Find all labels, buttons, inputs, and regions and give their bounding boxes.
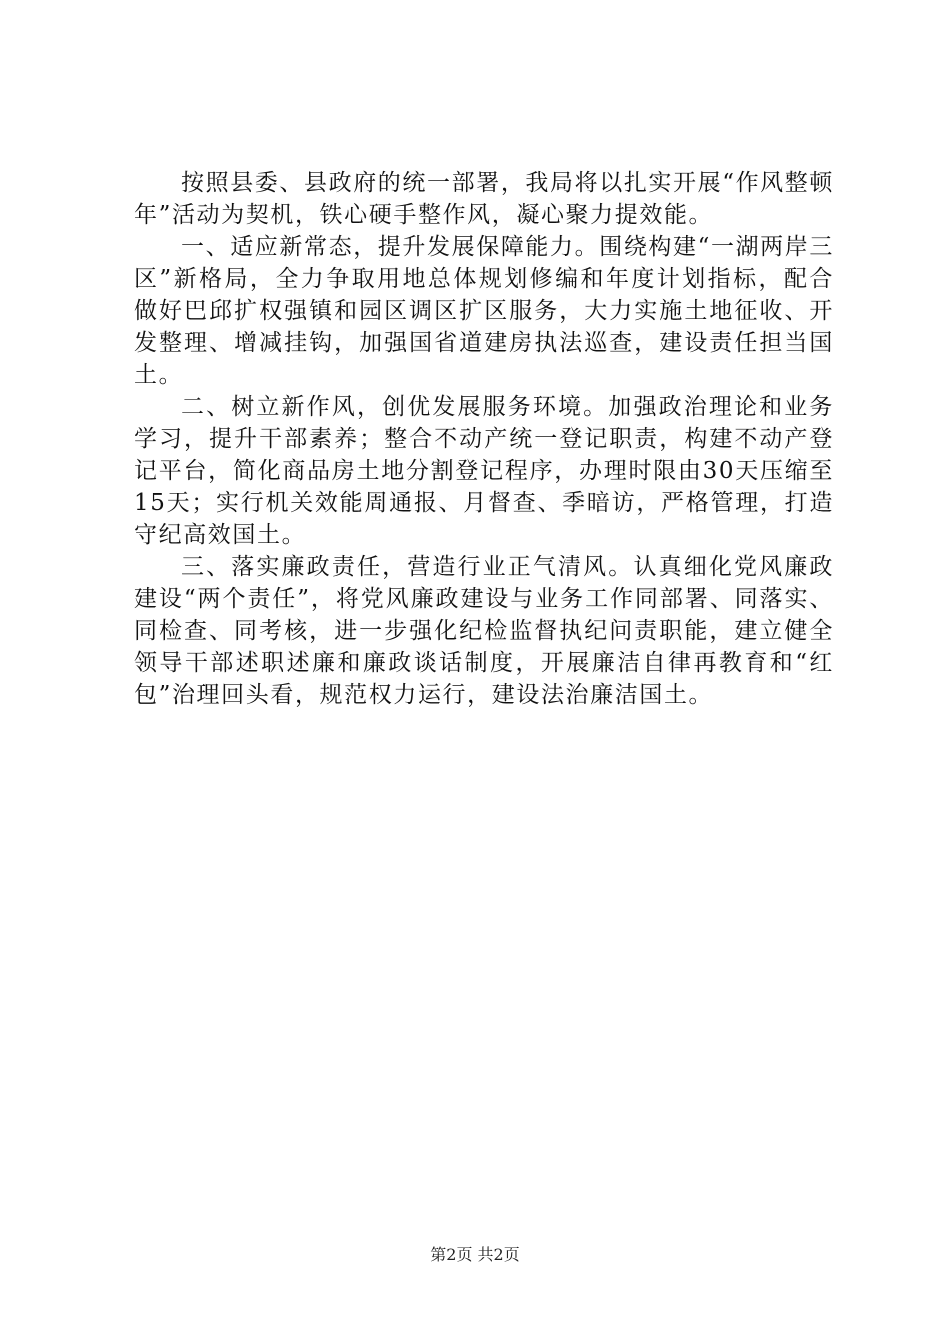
document-body: [134, 167, 834, 711]
page-number-footer: 第2页 共2页: [430, 1245, 520, 1264]
paragraph-section-three: 三、落实廉政责任，营造行业正气清风。认真细化党风廉政建设“两个责任”，将党风廉政建设与业务工作同部署、同落实、同检查、同考核，进一步强化纪检监督执纪问责职能，建立健全领导干部述职述廉和廉政谈话制度，开展廉洁自律再教育和“红包”治理回头看，规范权力运行，建设法治廉洁国土。: [134, 554, 834, 708]
paragraph-section-one: 一、适应新常态，提升发展保障能力。围绕构建“一湖两岸三区”新格局，全力争取用地总体规划修编和年度计划指标，配合做好巴邱扩权强镇和园区调区扩区服务，大力实施土地征收、开发整理、增减挂钩，加强国省道建房执法巡查，建设责任担当国土。: [134, 234, 834, 388]
paragraph-section-two: 二、树立新作风，创优发展服务环境。加强政治理论和业务学习，提升干部素养；整合不动产统一登记职责，构建不动产登记平台，简化商品房土地分割登记程序，办理时限由30天压缩至15天；实行机关效能周通报、月督查、季暗访，严格管理，打造守纪高效国土。: [134, 394, 834, 548]
paragraph-intro: 按照县委、县政府的统一部署，我局将以扎实开展“作风整顿年”活动为契机，铁心硬手整作风，凝心聚力提效能。: [134, 170, 834, 228]
